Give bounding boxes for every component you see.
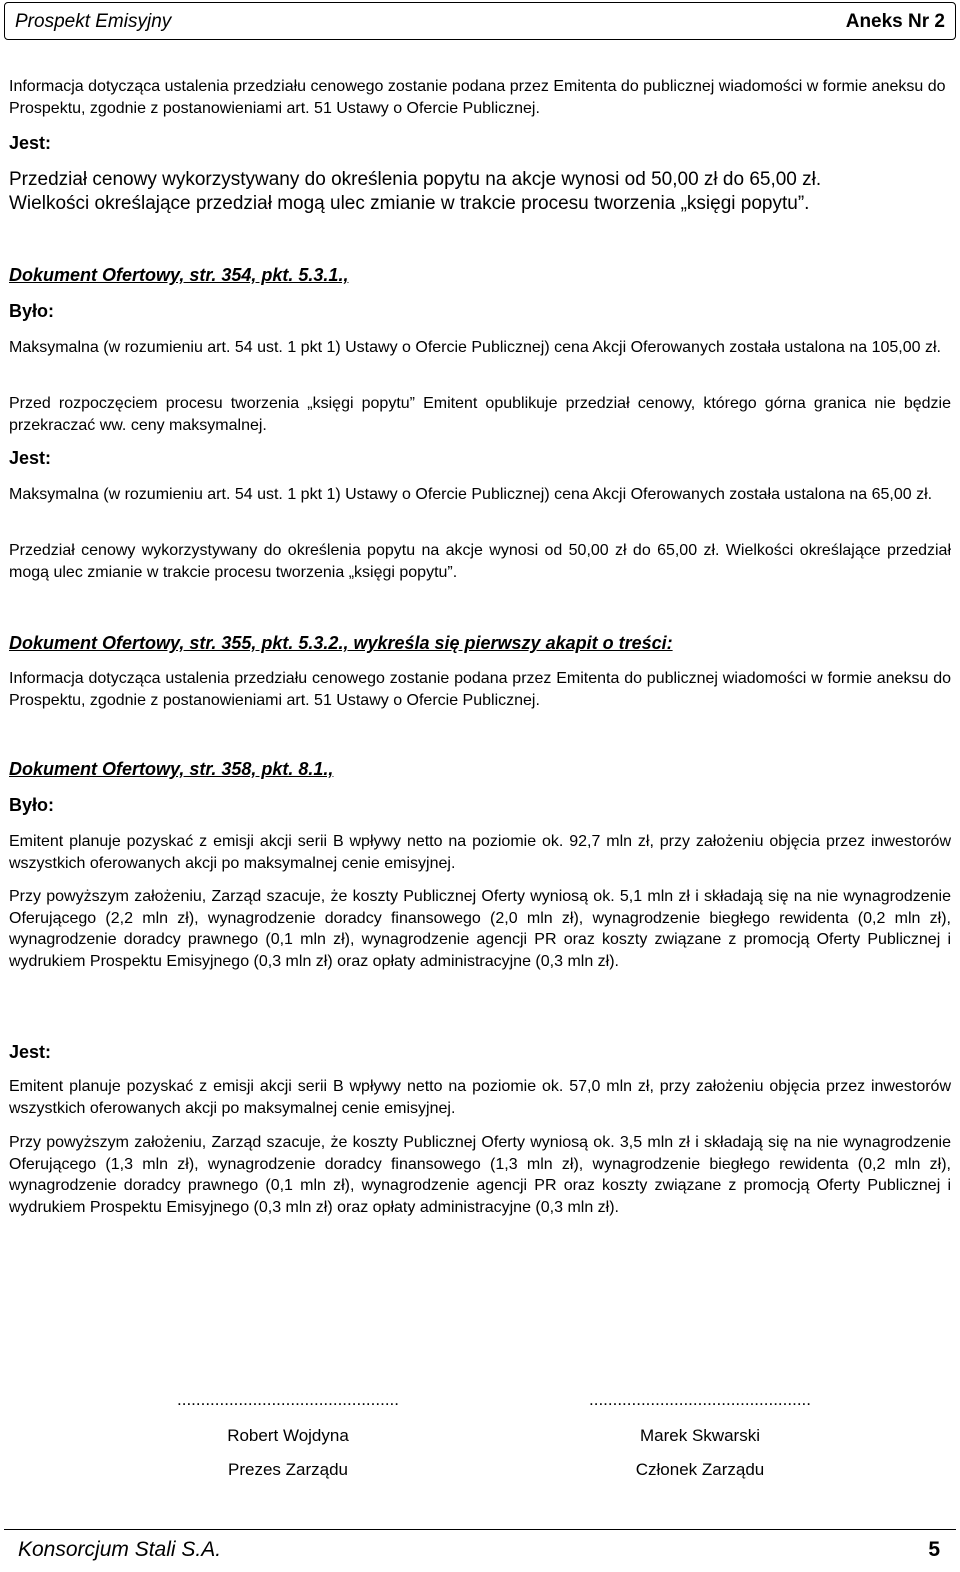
signature-line: ...............................................: [589, 1390, 811, 1409]
paragraph: Przy powyższym założeniu, Zarząd szacuje, że koszty Publicznej Oferty wyniosą ok. 5,1 mln zł i składają się na nie wynagrodzenie Oferującego (2,2 mln zł), wynagrodzenie doradcy finansowego (2,0 mln zł), wynagrodzenie biegłego rewidenta (0,2 mln zł), wynagrodzenie doradcy prawnego (0,1 mln zł), wynagrodzenie agencji PR oraz koszty związane z promocją Oferty Publicznej i wydrukiem Prospektu Emisyjnego (0,3 mln zł) oraz opłaty administracyjne (0,3 mln zł).: [9, 888, 951, 970]
signatory-name: Marek Skwarski: [640, 1426, 760, 1445]
signatory-name: Robert Wojdyna: [227, 1426, 349, 1445]
top-info-paragraph: Informacja dotycząca ustalenia przedziału cenowego zostanie podana przez Emitenta do publicznej wiadomości w formie aneksu do Prospektu, zgodnie z postanowieniami art. 51 Ustawy o Ofercie Publicznej.: [9, 78, 946, 117]
section-title: Dokument Ofertowy, str. 354, pkt. 5.3.1.,: [9, 265, 349, 285]
jest-label: Jest:: [9, 1042, 52, 1062]
bylo-label: Było:: [9, 795, 54, 815]
signature-block: [550, 1390, 850, 1480]
page-number: 5: [928, 1538, 940, 1561]
signatory-role: Członek Zarządu: [635, 1460, 765, 1479]
bylo-label: Było:: [9, 301, 54, 321]
page-header: [4, 2, 956, 40]
signature-block: [138, 1390, 438, 1480]
paragraph: Maksymalna (w rozumieniu art. 54 ust. 1 pkt 1) Ustawy o Ofercie Publicznej) cena Akcji Oferowanych została ustalona na 105,00 zł.: [9, 339, 941, 356]
jest-label: Jest:: [9, 448, 52, 468]
page-footer: [4, 1529, 956, 1568]
paragraph: Emitent planuje pozyskać z emisji akcji serii B wpływy netto na poziomie ok. 57,0 mln zł, przy założeniu objęcia przez inwestorów wszystkich oferowanych akcji po maksymalnej cenie emisyjnej.: [9, 1078, 951, 1117]
signature-line: ...............................................: [177, 1390, 399, 1409]
section-title: Dokument Ofertowy, str. 355, pkt. 5.3.2., wykreśla się pierwszy akapit o treści:: [9, 633, 673, 653]
paragraph: Emitent planuje pozyskać z emisji akcji serii B wpływy netto na poziomie ok. 92,7 mln zł, przy założeniu objęcia przez inwestorów wszystkich oferowanych akcji po maksymalnej cenie emisyjnej.: [9, 833, 951, 872]
paragraph: Przy powyższym założeniu, Zarząd szacuje, że koszty Publicznej Oferty wyniosą ok. 3,5 mln zł i składają się na nie wynagrodzenie Oferującego (1,3 mln zł), wynagrodzenie doradcy finansowego (1,3 mln zł), wynagrodzenie biegłego rewidenta (0,2 mln zł), wynagrodzenie doradcy prawnego (0,1 mln zł), wynagrodzenie agencji PR oraz koszty związane z promocją Oferty Publicznej i wydrukiem Prospektu Emisyjnego (0,3 mln zł) oraz opłaty administracyjne (0,3 mln zł).: [9, 1134, 951, 1216]
paragraph: Przedział cenowy wykorzystywany do określenia popytu na akcje wynosi od 50,00 zł do 65,00 zł. Wielkości określające przedział mogą ulec zmianie w trakcie procesu tworzenia „księgi popytu”.: [9, 542, 951, 581]
price-range-line: Przedział cenowy wykorzystywany do określenia popytu na akcje wynosi od 50,00 zł do 65,00 zł.: [9, 169, 822, 190]
paragraph: Przed rozpoczęciem procesu tworzenia „księgi popytu” Emitent opublikuje przedział cenowy, którego górna granica nie będzie przekraczać ww. ceny maksymalnej.: [9, 395, 951, 434]
section-title: Dokument Ofertowy, str. 358, pkt. 8.1.,: [9, 759, 334, 779]
header-title: Prospekt Emisyjny: [15, 11, 172, 32]
header-annex: Aneks Nr 2: [845, 11, 945, 32]
price-range-note: Wielkości określające przedział mogą ulec zmianie w trakcie procesu tworzenia „księgi popytu”.: [9, 193, 810, 214]
paragraph: Maksymalna (w rozumieniu art. 54 ust. 1 pkt 1) Ustawy o Ofercie Publicznej) cena Akcji Oferowanych została ustalona na 65,00 zł.: [9, 486, 933, 503]
jest-label: Jest:: [9, 133, 52, 153]
paragraph: Informacja dotycząca ustalenia przedziału cenowego zostanie podana przez Emitenta do publicznej wiadomości w formie aneksu do Prospektu, zgodnie z postanowieniami art. 51 Ustawy o Ofercie Publicznej.: [9, 670, 951, 709]
footer-company: Konsorcjum Stali S.A.: [18, 1538, 222, 1561]
signatory-role: Prezes Zarządu: [228, 1460, 348, 1479]
